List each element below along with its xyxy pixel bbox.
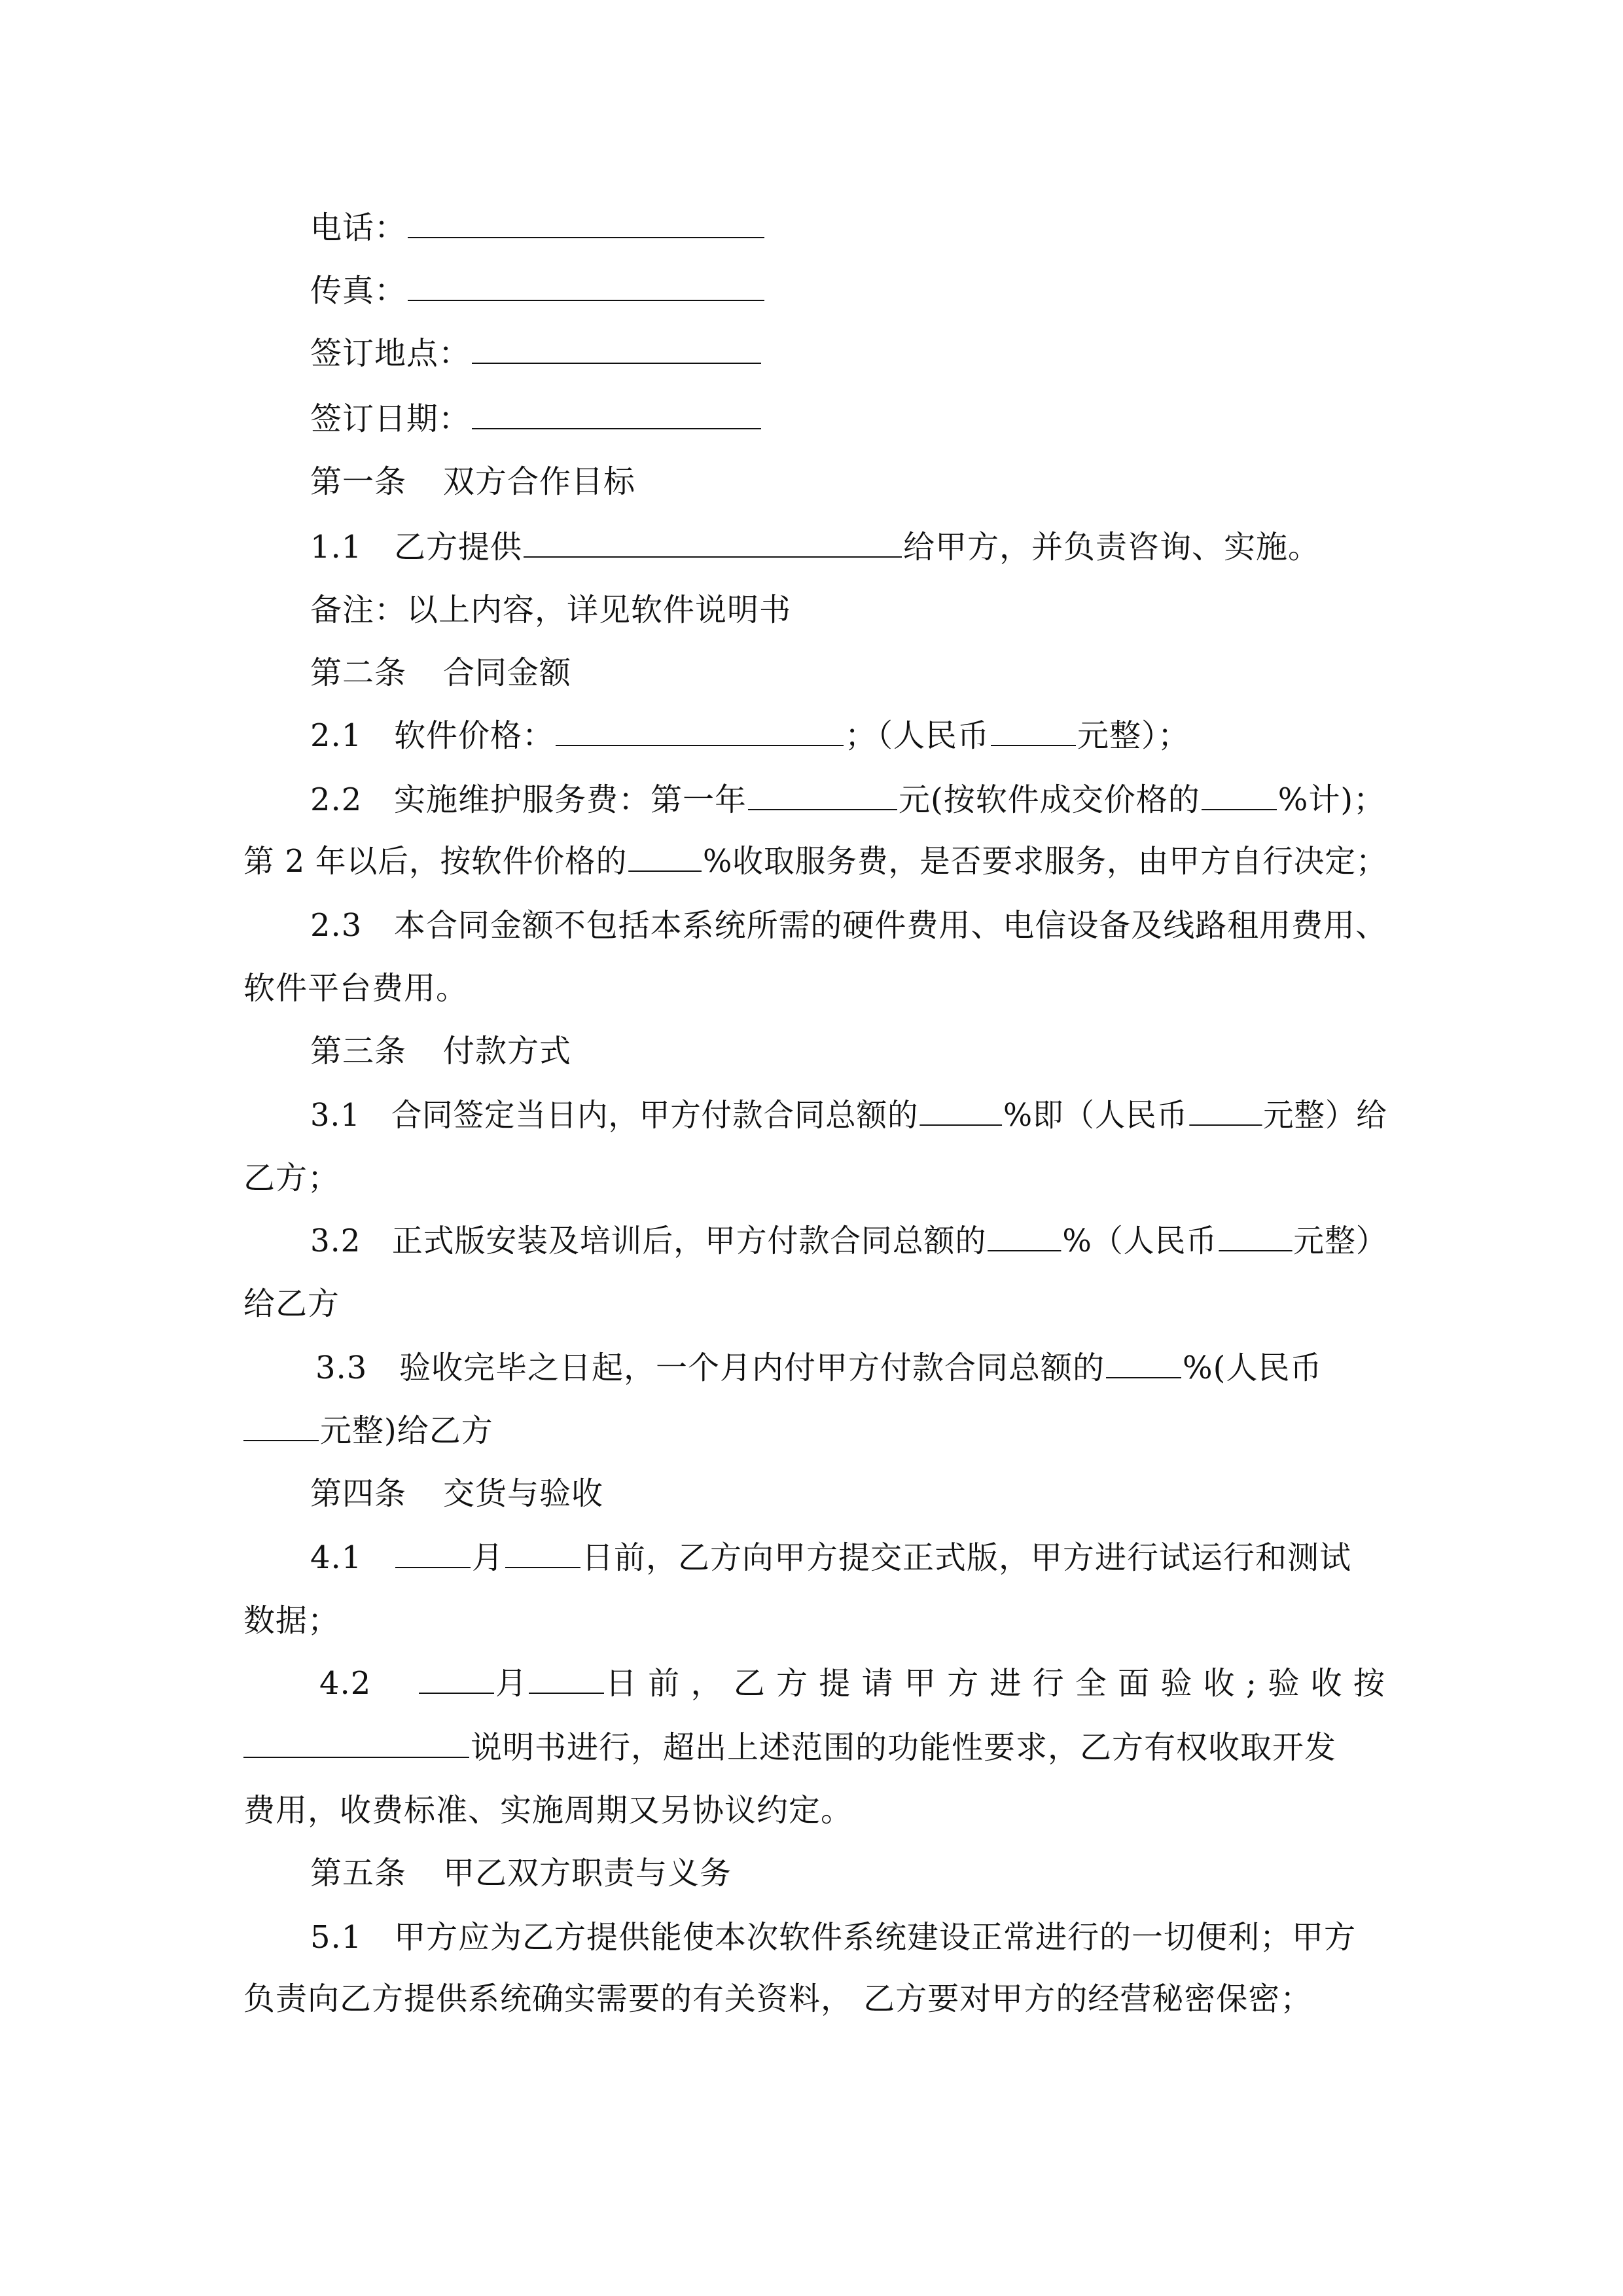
clause-3-3-num: 3.3 <box>315 1350 368 1386</box>
clause-2-2-line2 <box>243 842 1387 881</box>
clause-3-1-post: 元整）给 <box>1263 1097 1387 1134</box>
note-text: 备注：以上内容，详见软件说明书 <box>310 592 792 628</box>
clause-3-1-pre: 合同签定当日内，甲方付款合同总额的 <box>391 1097 919 1134</box>
clause-3-3-blank-rmb[interactable] <box>243 1411 319 1441</box>
clause-4-1-blank-day[interactable] <box>505 1538 580 1568</box>
clause-4-1-blank-month[interactable] <box>395 1538 471 1568</box>
article-1-name: 双方合作目标 <box>443 463 636 500</box>
clause-1-1-pre: 乙方提供 <box>394 529 523 565</box>
clause-2-1-blank-amount[interactable] <box>556 716 844 746</box>
clause-1-1-num: 1.1 <box>310 529 363 565</box>
clause-2-2b-pre: 第 2 年以后，按软件价格的 <box>243 843 628 880</box>
clause-2-2-blank-amount[interactable] <box>748 780 897 810</box>
article-4-heading <box>310 1474 603 1513</box>
clause-4-1-line2-text: 数据； <box>243 1602 340 1639</box>
phone-label: 电话： <box>310 209 407 246</box>
clause-3-1-line2 <box>243 1158 340 1198</box>
clause-2-1-pre: 软件价格： <box>394 717 555 754</box>
clause-2-1-mid: ；（人民币 <box>845 717 990 754</box>
clause-2-3-line2 <box>243 969 468 1008</box>
article-1-title: 第一条 <box>310 463 407 500</box>
article-1-heading <box>310 462 635 501</box>
phone-blank[interactable] <box>408 208 764 238</box>
clause-1-1 <box>310 528 1320 567</box>
clause-5-1-num: 5.1 <box>310 1919 363 1956</box>
clause-3-2 <box>310 1221 1387 1261</box>
clause-4-2-num: 4.2 <box>319 1665 372 1702</box>
clause-2-2b-post: %收取服务费，是否要求服务，由甲方自行决定； <box>702 843 1387 880</box>
clause-3-3 <box>315 1348 1322 1388</box>
clause-4-2-blank-manual[interactable] <box>243 1728 469 1758</box>
clause-2-2-post: %计)； <box>1277 781 1386 818</box>
clause-4-1-post: 日前，乙方向甲方提交正式版，甲方进行试运行和测试 <box>582 1539 1352 1576</box>
article-3-name: 付款方式 <box>443 1033 572 1069</box>
clause-2-2-num: 2.2 <box>310 781 363 818</box>
fax-blank[interactable] <box>408 271 764 301</box>
clause-3-1-blank-rmb[interactable] <box>1189 1096 1262 1126</box>
clause-5-1-text1: 甲方应为乙方提供能使本次软件系统建设正常进行的一切便利；甲方 <box>394 1919 1357 1956</box>
clause-2-2 <box>310 780 1385 819</box>
clause-2-2b-blank-percent[interactable] <box>628 842 702 872</box>
article-2-title: 第二条 <box>310 655 407 691</box>
clause-2-3-text2: 软件平台费用。 <box>243 970 469 1007</box>
clause-4-1-month: 月 <box>472 1539 505 1576</box>
fax-label: 传真： <box>310 272 407 309</box>
clause-4-2-line3-text: 费用，收费标准、实施周期又另协议约定。 <box>243 1792 853 1829</box>
clause-5-1-text2: 负责向乙方提供系统确实需要的有关资料， 乙方要对甲方的经营秘密保密； <box>243 1981 1313 2017</box>
clause-4-1-line2 <box>243 1601 340 1640</box>
clause-4-1-num: 4.1 <box>310 1539 363 1576</box>
clause-2-3 <box>310 906 1387 945</box>
clause-2-3-num: 2.3 <box>310 907 363 944</box>
clause-1-1-post: 给甲方，并负责咨询、实施。 <box>903 529 1321 565</box>
article-2-name: 合同金额 <box>443 655 572 691</box>
clause-3-1-num: 3.1 <box>310 1097 361 1134</box>
article-3-title: 第三条 <box>310 1033 407 1069</box>
clause-3-3-post: %(人民币 <box>1183 1350 1323 1386</box>
clause-4-2 <box>319 1664 1385 1703</box>
clause-3-1-line2-text: 乙方； <box>243 1160 340 1196</box>
clause-4-2-line2 <box>243 1728 1336 1767</box>
clause-4-2-blank-month[interactable] <box>419 1664 494 1694</box>
clause-2-1 <box>310 716 1190 755</box>
place-row <box>310 334 762 373</box>
clause-3-2-num: 3.2 <box>310 1223 361 1259</box>
clause-2-1-num: 2.1 <box>310 717 363 754</box>
article-2-heading <box>310 653 571 692</box>
place-label: 签订地点： <box>310 335 471 372</box>
clause-3-2-line2-text: 给乙方 <box>243 1285 340 1322</box>
clause-2-2-pre: 实施维护服务费：第一年 <box>394 781 747 818</box>
clause-4-2-line2-text: 说明书进行，超出上述范围的功能性要求，乙方有权收取开发 <box>471 1729 1337 1766</box>
clause-3-1-mid: %即（人民币 <box>1003 1097 1188 1134</box>
clause-3-2-blank-percent[interactable] <box>988 1221 1061 1251</box>
clause-1-1-blank[interactable] <box>524 528 902 558</box>
clause-4-2-post: 日 前 ， 乙 方 提 请 甲 方 进 行 全 面 验 收 ; 验 收 按 <box>605 1665 1385 1702</box>
clause-3-2-blank-rmb[interactable] <box>1219 1221 1292 1251</box>
article-5-name: 甲乙双方职责与义务 <box>443 1855 732 1892</box>
clause-3-3-line2 <box>243 1411 493 1450</box>
date-blank[interactable] <box>472 399 761 429</box>
article-3-heading <box>310 1031 571 1071</box>
clause-2-3-text1: 本合同金额不包括本系统所需的硬件费用、电信设备及线路租用费用、 <box>393 907 1388 944</box>
clause-3-2-line2 <box>243 1284 340 1323</box>
clause-3-2-pre: 正式版安装及培训后，甲方付款合同总额的 <box>391 1223 987 1259</box>
clause-3-1-blank-percent[interactable] <box>919 1096 1002 1126</box>
clause-5-1 <box>310 1918 1356 1957</box>
clause-3-3-line2-text: 元整)给乙方 <box>320 1412 493 1449</box>
clause-2-2-mid: 元(按软件成交价格的 <box>899 781 1200 818</box>
fax-row <box>310 271 766 310</box>
phone-row <box>310 208 766 247</box>
clause-2-1-blank-rmb[interactable] <box>991 716 1076 746</box>
clause-3-2-mid: %（人民币 <box>1062 1223 1218 1259</box>
article-4-name: 交货与验收 <box>443 1475 604 1512</box>
date-row <box>310 399 762 439</box>
clause-4-2-blank-day[interactable] <box>529 1664 604 1694</box>
date-label: 签订日期： <box>310 401 471 437</box>
clause-4-1 <box>310 1538 1351 1577</box>
article-4-title: 第四条 <box>310 1475 407 1512</box>
clause-2-1-post: 元整）； <box>1077 717 1190 754</box>
article-5-heading <box>310 1854 732 1893</box>
clause-3-3-blank-percent[interactable] <box>1106 1348 1181 1378</box>
place-blank[interactable] <box>472 334 761 364</box>
clause-4-2-line3 <box>243 1791 853 1830</box>
article-5-title: 第五条 <box>310 1855 407 1892</box>
clause-3-1 <box>310 1096 1387 1135</box>
clause-5-1-line2 <box>243 1979 1312 2018</box>
clause-4-2-month: 月 <box>495 1665 528 1702</box>
clause-3-3-pre: 验收完毕之日起，一个月内付甲方付款合同总额的 <box>399 1350 1105 1386</box>
clause-2-2-blank-percent[interactable] <box>1202 780 1277 810</box>
clause-3-2-post: 元整） <box>1293 1223 1387 1259</box>
note-row <box>310 590 791 630</box>
